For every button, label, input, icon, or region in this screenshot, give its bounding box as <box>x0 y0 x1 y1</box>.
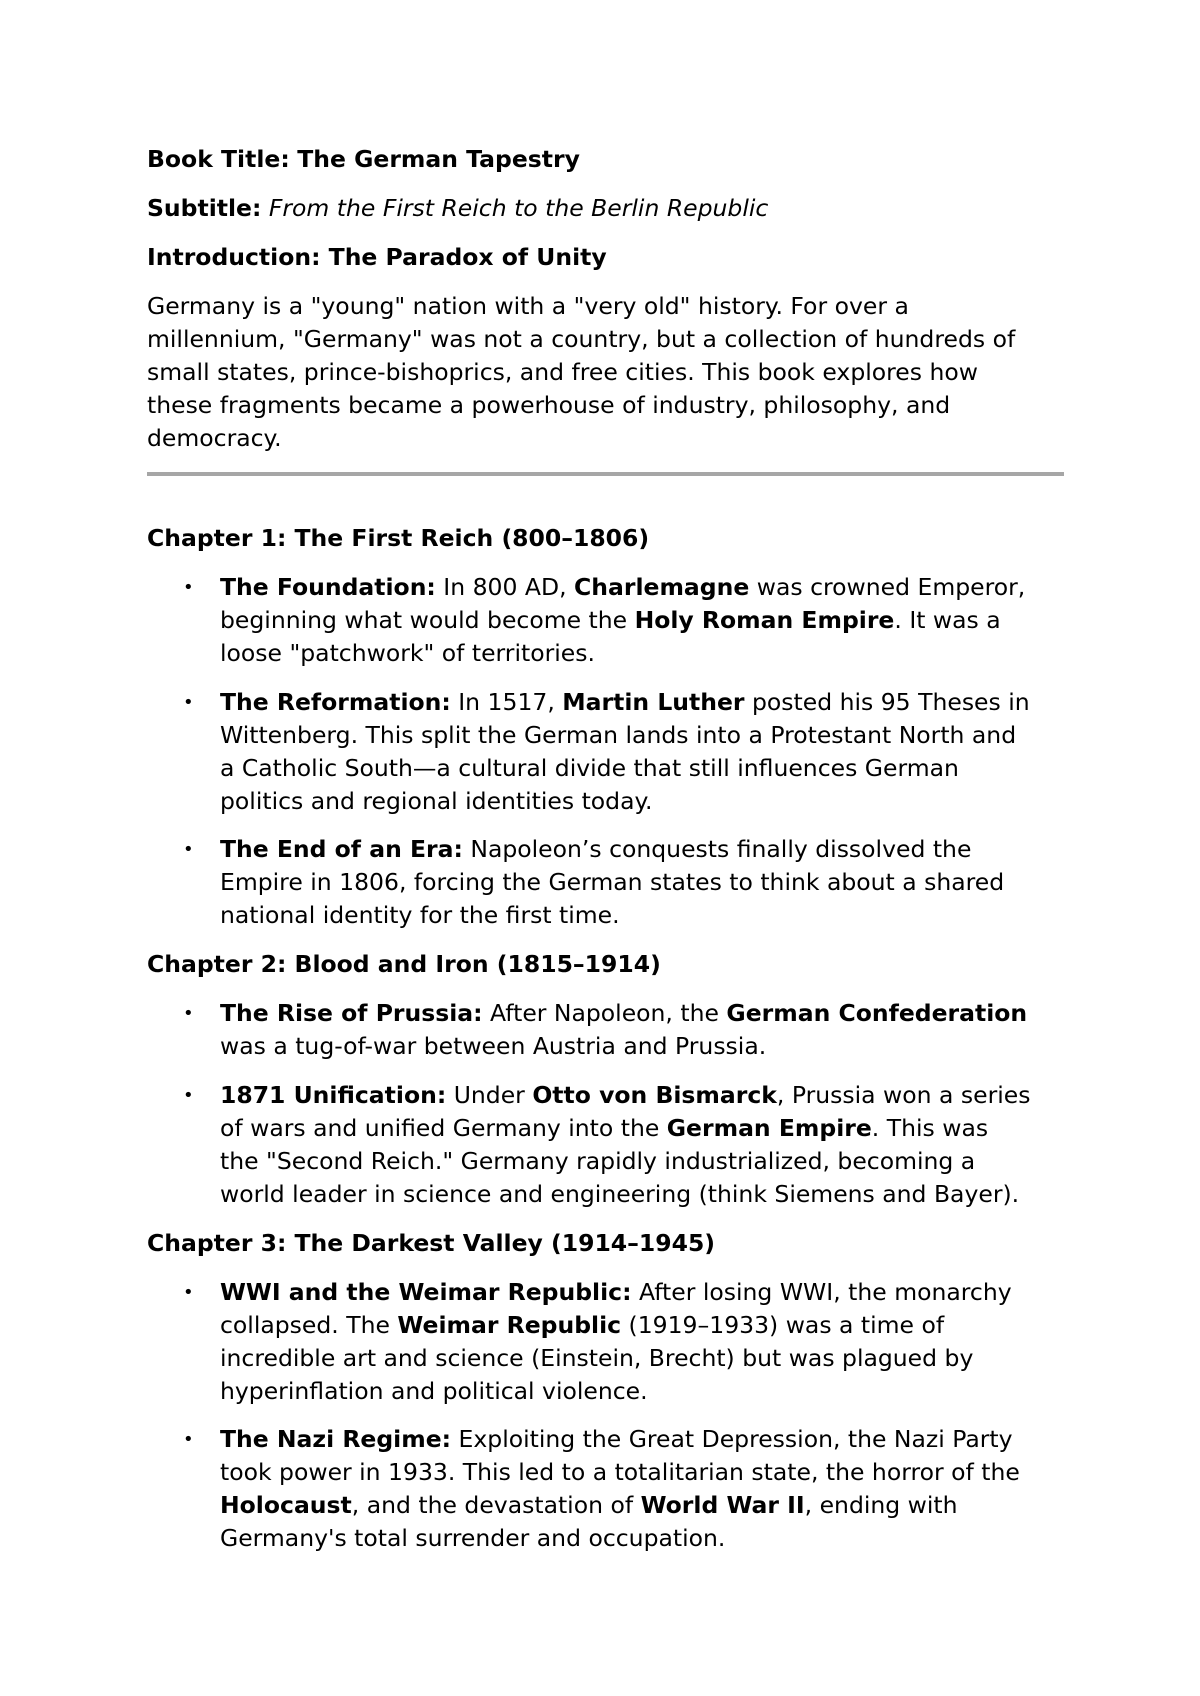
book-title: Book Title: The German Tapestry <box>147 145 580 173</box>
list-item: The End of an Era: Napoleon’s conquests finally dissolved the Empire in 1806, forcing the German states to think about a shared national identity for the first time. <box>220 835 1005 929</box>
intro-line: small states, prince-bishoprics, and free cities. This book explores how <box>147 358 978 386</box>
intro-line: Germany is a "young" nation with a "very old" history. For over a <box>147 292 909 320</box>
bullet-icon: • <box>183 1282 194 1303</box>
horizontal-divider <box>147 472 1064 476</box>
bullet-icon: • <box>183 1003 194 1024</box>
chapter-1-heading: Chapter 1: The First Reich (800–1806) <box>147 524 650 552</box>
book-subtitle: Subtitle: From the First Reich to the Berlin Republic <box>147 194 769 222</box>
list-item: The Rise of Prussia: After Napoleon, the German Confederation was a tug-of-war between Austria and Prussia. <box>220 999 1028 1060</box>
bullet-icon: • <box>183 1085 194 1106</box>
intro-line: millennium, "Germany" was not a country, but a collection of hundreds of <box>147 325 1016 353</box>
intro-line: these fragments became a powerhouse of industry, philosophy, and <box>147 391 951 419</box>
list-item: The Foundation: In 800 AD, Charlemagne was crowned Emperor, beginning what would become the Holy Roman Empire. It was a loose "patchwork" of territories. <box>220 573 1026 667</box>
bullet-icon: • <box>183 692 194 713</box>
intro-heading: Introduction: The Paradox of Unity <box>147 243 607 271</box>
chapter-3-heading: Chapter 3: The Darkest Valley (1914–1945) <box>147 1229 716 1257</box>
intro-line: democracy. <box>147 424 282 452</box>
list-item: The Nazi Regime: Exploiting the Great Depression, the Nazi Party took power in 1933. This led to a totalitarian state, the horror of the Holocaust, and the devastation of World War II, ending with Germany's total surrender and occupation. <box>220 1425 1020 1552</box>
bullet-icon: • <box>183 839 194 860</box>
chapter-2-heading: Chapter 2: Blood and Iron (1815–1914) <box>147 950 661 978</box>
bullet-icon: • <box>183 1429 194 1450</box>
list-item: WWI and the Weimar Republic: After losing WWI, the monarchy collapsed. The Weimar Republic (1919–1933) was a time of incredible art and science (Einstein, Brecht) but was plagued by hyperinflation and political violence. <box>220 1278 1012 1405</box>
list-item: The Reformation: In 1517, Martin Luther posted his 95 Theses in Wittenberg. This split the German lands into a Protestant North and a Catholic South—a cultural divide that still influences German politics and regional identities today. <box>220 688 1030 815</box>
intro-paragraph <box>147 290 1015 455</box>
bullet-icon: • <box>183 577 194 598</box>
list-item: 1871 Unification: Under Otto von Bismarck, Prussia won a series of wars and unified Germany into the German Empire. This was the "Second Reich." Germany rapidly industrialized, becoming a world leader in science and engineering (think Siemens and Bayer). <box>220 1081 1031 1208</box>
